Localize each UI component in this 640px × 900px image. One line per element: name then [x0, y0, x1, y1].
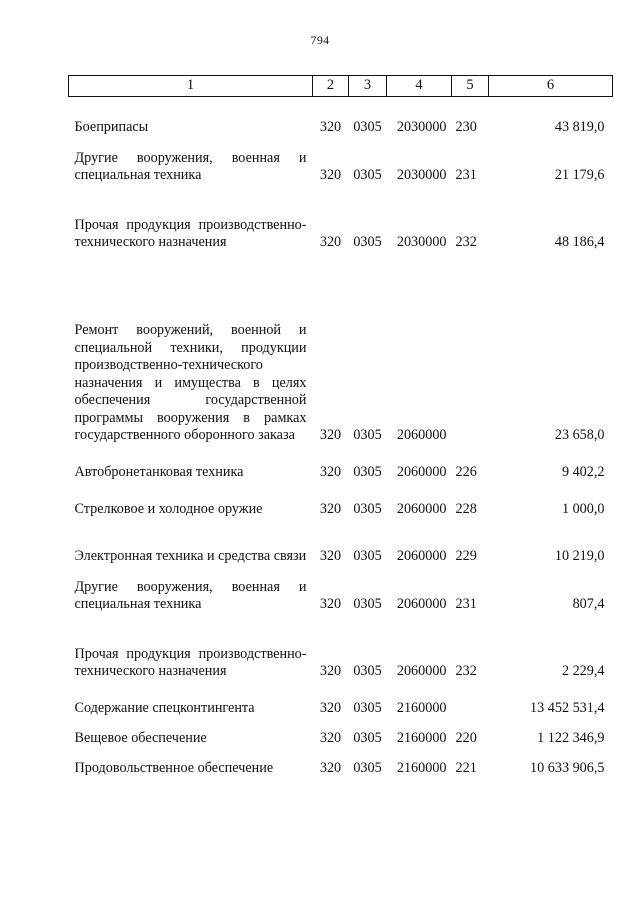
column-header-4: 4	[387, 76, 452, 97]
row-amount: 2 229,4	[561, 663, 605, 679]
row-section-code: 0305	[353, 663, 382, 679]
row-section-code: 0305	[353, 501, 382, 517]
column-header-3: 3	[349, 76, 387, 97]
row-target-code: 2060000	[396, 596, 447, 612]
row-target-code: 2060000	[396, 501, 447, 517]
row-ministry-code: 320	[319, 427, 342, 443]
row-target-code: 2030000	[396, 119, 447, 135]
row-ministry-code: 320	[319, 548, 342, 564]
row-target-code: 2060000	[396, 548, 447, 564]
row-name: Продовольственное обеспечение	[74, 760, 274, 776]
row-section-code: 0305	[353, 427, 382, 443]
row-target-code: 2060000	[396, 464, 447, 480]
row-name: Другие вооружения, военная и специальная техника	[74, 578, 307, 612]
row-amount: 9 402,2	[561, 464, 605, 480]
row-amount: 48 186,4	[554, 234, 605, 250]
row-section-code: 0305	[353, 464, 382, 480]
row-target-code: 2060000	[396, 427, 447, 443]
row-name: Другие вооружения, военная и специальная техника	[74, 149, 307, 183]
row-section-code: 0305	[353, 119, 382, 135]
table-row	[69, 482, 613, 519]
row-ministry-code: 320	[319, 700, 342, 716]
table-row	[69, 252, 613, 445]
row-amount: 1 000,0	[561, 501, 605, 517]
row-section-code: 0305	[353, 234, 382, 250]
row-name: Ремонт вооружений, военной и специальной техники, продукции производственно-технического назначения и имущества в целях обеспечения государственной программы вооружения в рамках государственного оборонного заказа	[74, 322, 307, 443]
table-row	[69, 97, 613, 137]
column-header-5: 5	[452, 76, 489, 97]
table-row	[69, 137, 613, 185]
budget-table	[68, 75, 613, 778]
row-target-code: 2030000	[396, 167, 447, 183]
row-expense-code: 230	[455, 119, 477, 135]
row-name: Электронная техника и средства связи	[74, 548, 307, 564]
row-ministry-code: 320	[319, 760, 342, 776]
row-amount: 10 219,0	[554, 548, 605, 564]
row-amount: 1 122 346,9	[537, 730, 605, 746]
page-number: 794	[310, 33, 330, 47]
row-section-code: 0305	[353, 548, 382, 564]
row-section-code: 0305	[353, 167, 382, 183]
row-target-code: 2160000	[396, 700, 447, 716]
row-expense-code: 232	[455, 234, 477, 250]
row-name: Прочая продукция производственно-технического назначения	[74, 645, 307, 679]
row-expense-code: 221	[455, 760, 477, 776]
row-expense-code: 231	[455, 596, 477, 612]
row-expense-code: 228	[455, 501, 477, 517]
row-ministry-code: 320	[319, 663, 342, 679]
row-amount: 10 633 906,5	[530, 760, 605, 776]
row-expense-code: 231	[455, 167, 477, 183]
row-ministry-code: 320	[319, 501, 342, 517]
table-row	[69, 748, 613, 778]
row-section-code: 0305	[353, 700, 382, 716]
table-row	[69, 185, 613, 252]
row-section-code: 0305	[353, 760, 382, 776]
row-expense-code	[452, 681, 489, 718]
row-expense-code: 220	[455, 730, 477, 746]
header-row	[69, 76, 613, 97]
row-amount: 807,4	[572, 596, 605, 612]
row-name: Автобронетанковая техника	[74, 464, 244, 480]
row-name: Прочая продукция производственно-технического назначения	[74, 216, 307, 250]
row-amount: 13 452 531,4	[530, 700, 605, 716]
table-row	[69, 681, 613, 718]
row-target-code: 2160000	[396, 730, 447, 746]
table-row	[69, 445, 613, 482]
table-row	[69, 519, 613, 566]
row-name: Боеприпасы	[74, 119, 149, 135]
row-name: Стрелковое и холодное оружие	[74, 501, 263, 517]
row-ministry-code: 320	[319, 596, 342, 612]
row-expense-code	[452, 252, 489, 445]
row-name: Вещевое обеспечение	[74, 730, 207, 746]
row-target-code: 2030000	[396, 234, 447, 250]
row-ministry-code: 320	[319, 730, 342, 746]
row-ministry-code: 320	[319, 167, 342, 183]
row-target-code: 2060000	[396, 663, 447, 679]
row-section-code: 0305	[353, 596, 382, 612]
row-expense-code: 226	[455, 464, 477, 480]
row-section-code: 0305	[353, 730, 382, 746]
row-expense-code: 229	[455, 548, 477, 564]
column-header-6: 6	[489, 76, 613, 97]
row-ministry-code: 320	[319, 119, 342, 135]
table-row	[69, 566, 613, 614]
row-target-code: 2160000	[396, 760, 447, 776]
column-header-2: 2	[313, 76, 349, 97]
row-amount: 21 179,6	[554, 167, 605, 183]
table-row	[69, 614, 613, 681]
row-ministry-code: 320	[319, 464, 342, 480]
row-amount: 43 819,0	[554, 119, 605, 135]
column-header-1: 1	[69, 76, 313, 97]
row-name: Содержание спецконтингента	[74, 700, 255, 716]
row-expense-code: 232	[455, 663, 477, 679]
table-row	[69, 718, 613, 748]
row-ministry-code: 320	[319, 234, 342, 250]
row-amount: 23 658,0	[554, 427, 605, 443]
